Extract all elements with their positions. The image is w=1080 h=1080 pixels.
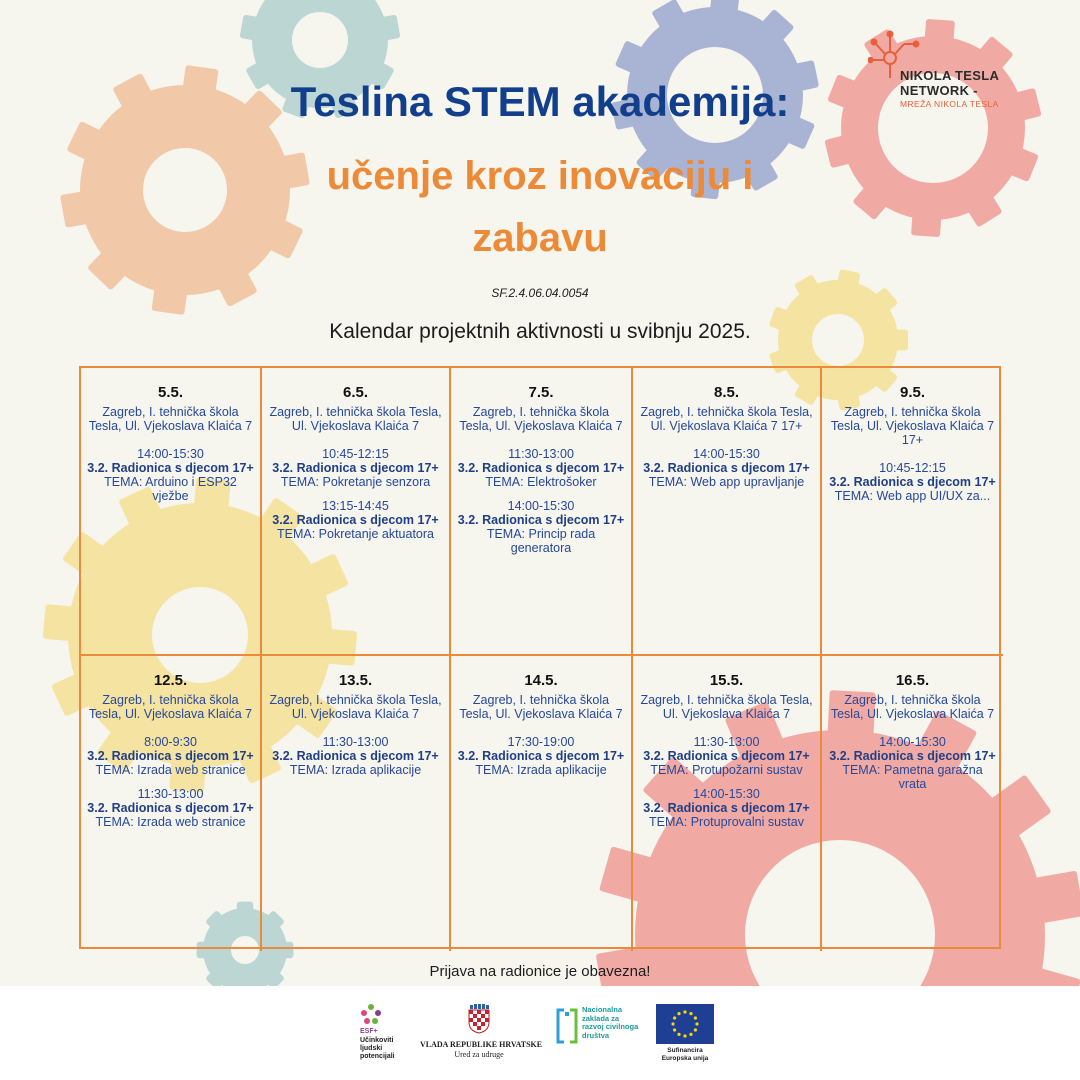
croatian-coat-of-arms-icon bbox=[468, 1004, 490, 1034]
day-location: Zagreb, I. tehnička škola Tesla, Ul. Vjekoslava Klaića 7 bbox=[269, 693, 442, 721]
day-location: Zagreb, I. tehnička škola Tesla, Ul. Vjekoslava Klaića 7 17+ bbox=[830, 405, 995, 447]
logo-line-1: NIKOLA TESLA bbox=[900, 68, 1000, 83]
slot-topic: TEMA: Izrada web stranice bbox=[95, 815, 246, 829]
day-location: Zagreb, I. tehnička škola Tesla, Ul. Vjekoslava Klaića 7 bbox=[459, 693, 623, 721]
calendar-day bbox=[81, 368, 262, 656]
title-line-2: učenje kroz inovaciju i bbox=[326, 154, 754, 198]
nzr-logo bbox=[556, 1006, 646, 1066]
day-location: Zagreb, I. tehnička škola Tesla, Ul. Vjekoslava Klaića 7 17+ bbox=[640, 405, 813, 433]
slot-activity: 3.2. Radionica s djecom 17+ bbox=[643, 749, 810, 763]
slot-activity: 3.2. Radionica s djecom 17+ bbox=[457, 461, 625, 475]
calendar-grid bbox=[79, 366, 1001, 949]
workshop-slot bbox=[457, 735, 625, 777]
day-location: Zagreb, I. tehnička škola Tesla, Ul. Vjekoslava Klaića 7 bbox=[88, 405, 253, 433]
workshop-slot bbox=[828, 461, 997, 503]
day-date: 5.5. bbox=[157, 384, 184, 401]
slot-activity: 3.2. Radionica s djecom 17+ bbox=[87, 801, 254, 815]
slot-time: 8:00-9:30 bbox=[144, 735, 197, 749]
slot-time: 14:00-15:30 bbox=[693, 787, 760, 801]
slot-time: 11:30-13:00 bbox=[508, 447, 574, 461]
workshop-slot bbox=[457, 499, 625, 555]
esf-star-icon bbox=[360, 1004, 382, 1026]
day-location: Zagreb, I. tehnička škola Tesla, Ul. Vjekoslava Klaića 7 bbox=[459, 405, 623, 433]
day-location: Zagreb, I. tehnička škola Tesla, Ul. Vjekoslava Klaića 7 bbox=[640, 693, 813, 721]
slot-time: 14:00-15:30 bbox=[693, 447, 760, 461]
vlada-line-1: VLADA REPUBLIKE HRVATSKE bbox=[420, 1040, 543, 1049]
slot-time: 10:45-12:15 bbox=[322, 447, 389, 461]
slot-activity: 3.2. Radionica s djecom 17+ bbox=[643, 801, 810, 815]
day-date: 7.5. bbox=[528, 384, 554, 401]
workshop-slot bbox=[87, 735, 254, 777]
slot-time: 13:15-14:45 bbox=[322, 499, 389, 513]
day-date: 16.5. bbox=[895, 672, 930, 689]
slot-topic: TEMA: Pokretanje senzora bbox=[280, 475, 431, 489]
slot-topic: TEMA: Elektrošoker bbox=[485, 475, 597, 489]
workshop-slot bbox=[87, 787, 254, 829]
calendar-day bbox=[822, 368, 1003, 656]
day-date: 8.5. bbox=[713, 384, 740, 401]
day-location: Zagreb, I. tehnička škola Tesla, Ul. Vjekoslava Klaića 7 bbox=[269, 405, 442, 433]
slot-activity: 3.2. Radionica s djecom 17+ bbox=[272, 461, 439, 475]
workshop-slot bbox=[639, 787, 814, 829]
workshop-slot bbox=[639, 735, 814, 777]
nzr-bracket-icon bbox=[556, 1008, 578, 1044]
slot-activity: 3.2. Radionica s djecom 17+ bbox=[643, 461, 810, 475]
title-line-3: zabavu bbox=[472, 216, 608, 260]
registration-note: Prijava na radionice je obavezna! bbox=[429, 963, 651, 980]
slot-topic: TEMA: Princip rada generatora bbox=[486, 527, 596, 555]
day-date: 13.5. bbox=[338, 672, 373, 689]
slot-topic: TEMA: Arduino i ESP32 vježbe bbox=[104, 475, 237, 503]
slot-time: 14:00-15:30 bbox=[879, 735, 946, 749]
slot-time: 11:30-13:00 bbox=[322, 735, 389, 749]
eu-logo bbox=[652, 1004, 718, 1066]
workshop-slot bbox=[268, 447, 443, 489]
esf-text: Učinkoviti ljudski potencijali bbox=[360, 1037, 395, 1060]
eu-text: Sufinancira Europska unija bbox=[661, 1047, 709, 1062]
slot-topic: TEMA: Pokretanje aktuatora bbox=[276, 527, 435, 541]
slot-time: 17:30-19:00 bbox=[507, 735, 575, 749]
slot-topic: TEMA: Izrada aplikacije bbox=[289, 763, 422, 777]
calendar-day bbox=[81, 656, 262, 951]
slot-topic: TEMA: Pametna garažna vrata bbox=[842, 763, 983, 791]
slot-activity: 3.2. Radionica s djecom 17+ bbox=[829, 475, 996, 489]
slot-time: 10:45-12:15 bbox=[879, 461, 946, 475]
workshop-slot bbox=[87, 447, 254, 503]
slot-activity: 3.2. Radionica s djecom 17+ bbox=[272, 749, 439, 763]
slot-topic: TEMA: Protuprovalni sustav bbox=[649, 815, 804, 829]
calendar-day bbox=[822, 656, 1003, 951]
slot-activity: 3.2. Radionica s djecom 17+ bbox=[272, 513, 439, 527]
calendar-subtitle: Kalendar projektnih aktivnosti u svibnju 2025. bbox=[329, 320, 751, 343]
slot-topic: TEMA: Izrada web stranice bbox=[95, 763, 246, 777]
eu-flag-icon bbox=[656, 1004, 714, 1044]
vlada-line-2: Ured za udruge bbox=[454, 1050, 504, 1059]
workshop-slot bbox=[828, 735, 997, 791]
calendar-day bbox=[451, 368, 633, 656]
workshop-slot bbox=[457, 447, 625, 489]
slot-activity: 3.2. Radionica s djecom 17+ bbox=[829, 749, 996, 763]
calendar-day bbox=[262, 656, 451, 951]
slot-activity: 3.2. Radionica s djecom 17+ bbox=[87, 749, 254, 763]
slot-topic: TEMA: Web app UI/UX za... bbox=[834, 489, 991, 503]
slot-time: 11:30-13:00 bbox=[693, 735, 760, 749]
calendar-day bbox=[451, 656, 633, 951]
nzr-text: Nacionalna zaklada za razvoj civilnoga društva bbox=[582, 1005, 639, 1040]
slot-activity: 3.2. Radionica s djecom 17+ bbox=[87, 461, 254, 475]
day-date: 6.5. bbox=[342, 384, 369, 401]
esf-label: ESF+ bbox=[360, 1028, 378, 1035]
nikola-tesla-network-logo bbox=[868, 30, 1038, 110]
workshop-slot bbox=[639, 447, 814, 489]
day-location: Zagreb, I. tehnička škola Tesla, Ul. Vjekoslava Klaića 7 bbox=[88, 693, 253, 721]
calendar-day bbox=[262, 368, 451, 656]
workshop-slot bbox=[268, 735, 443, 777]
footer-logos-bar bbox=[0, 986, 1080, 1080]
project-code: SF.2.4.06.04.0054 bbox=[491, 286, 589, 300]
day-date: 9.5. bbox=[899, 384, 926, 401]
slot-time: 14:00-15:30 bbox=[507, 499, 575, 513]
logo-line-3: MREŽA NIKOLA TESLA bbox=[900, 99, 999, 109]
calendar-day bbox=[633, 368, 822, 656]
day-date: 12.5. bbox=[153, 672, 188, 689]
day-location: Zagreb, I. tehnička škola Tesla, Ul. Vjekoslava Klaića 7 bbox=[830, 693, 995, 721]
esf-logo bbox=[360, 1004, 420, 1064]
workshop-slot bbox=[268, 499, 443, 541]
title-line-1: Teslina STEM akademija: bbox=[290, 78, 790, 125]
slot-time: 14:00-15:30 bbox=[137, 447, 204, 461]
calendar-day bbox=[633, 656, 822, 951]
day-date: 15.5. bbox=[709, 672, 744, 689]
logo-line-2: NETWORK - bbox=[900, 83, 978, 98]
vlada-logo bbox=[420, 1004, 543, 1064]
day-date: 14.5. bbox=[524, 672, 558, 689]
slot-topic: TEMA: Web app upravljanje bbox=[648, 475, 805, 489]
slot-topic: TEMA: Protupožarni sustav bbox=[650, 763, 803, 777]
slot-activity: 3.2. Radionica s djecom 17+ bbox=[457, 513, 625, 527]
slot-time: 11:30-13:00 bbox=[137, 787, 204, 801]
slot-topic: TEMA: Izrada aplikacije bbox=[475, 763, 607, 777]
slot-activity: 3.2. Radionica s djecom 17+ bbox=[457, 749, 625, 763]
